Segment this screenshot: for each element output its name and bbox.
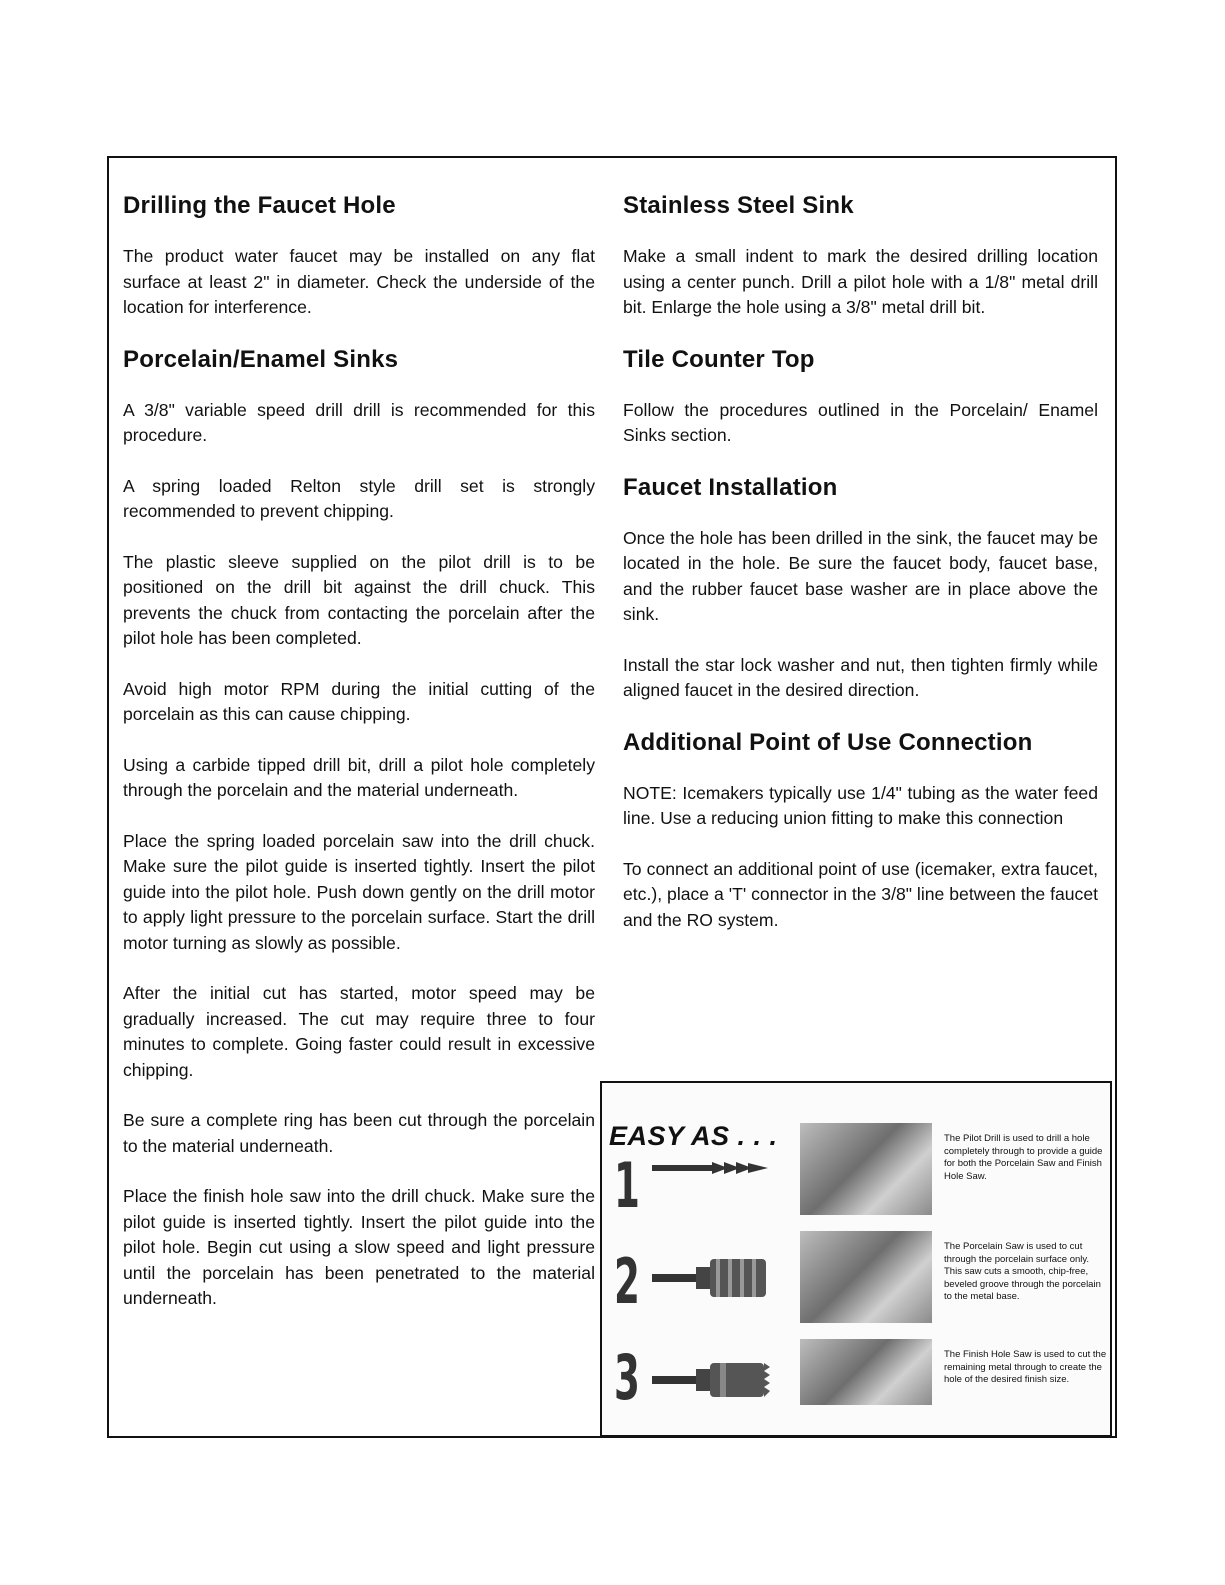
right-column xyxy=(623,192,1098,958)
easy-as-title: EASY AS . . . xyxy=(609,1121,778,1151)
paragraph: Follow the procedures outlined in the Porcelain/ Enamel Sinks section. xyxy=(623,399,1098,445)
pilot-drill-icon xyxy=(650,1153,770,1183)
left-column xyxy=(123,192,595,1337)
step-1 xyxy=(602,1123,1112,1223)
easy-as-figure xyxy=(600,1081,1112,1437)
paragraph: Avoid high motor RPM during the initial cutting of the porcelain as this can cause chipping. xyxy=(123,678,595,724)
step-caption: The Porcelain Saw is used to cut through the porcelain surface only. This saw cuts a smooth, chip-free, beveled groove through the porcelain to the metal base. xyxy=(944,1241,1101,1302)
finish-hole-saw-photo xyxy=(800,1339,932,1405)
finish-hole-saw-icon xyxy=(650,1355,780,1405)
heading-tile-counter-top: Tile Counter Top xyxy=(623,345,815,373)
paragraph: Place the spring loaded porcelain saw into the drill chuck. Make sure the pilot guide is inserted tightly. Insert the pilot guide into the pilot hole. Push down gently on the drill motor to apply light pressure to the porcelain surface. Start the drill motor turning as slowly as possible. xyxy=(123,830,595,953)
porcelain-saw-photo xyxy=(800,1231,932,1323)
paragraph: The product water faucet may be installed on any flat surface at least 2" in diameter. Check the underside of the location for interference. xyxy=(123,246,595,317)
heading-stainless-steel-sink: Stainless Steel Sink xyxy=(623,192,854,219)
step-caption: The Pilot Drill is used to drill a hole completely through to provide a guide for both the Porcelain Saw and Finish Hole Saw. xyxy=(944,1133,1103,1182)
paragraph: NOTE: Icemakers typically use 1/4" tubing as the water feed line. Use a reducing union fitting to make this connection xyxy=(623,782,1098,828)
step-number: 1 xyxy=(614,1149,640,1222)
step-3 xyxy=(602,1339,1112,1439)
paragraph: Place the finish hole saw into the drill chuck. Make sure the pilot guide is inserted tightly. Insert the pilot guide into the pilot hole. Begin cut using a slow speed and light pressure until the porcelain has been penetrated to the material underneath. xyxy=(123,1186,595,1308)
heading-additional-point-of-use: Additional Point of Use Connection xyxy=(623,728,1033,756)
step-2 xyxy=(602,1231,1112,1331)
paragraph: After the initial cut has started, motor speed may be gradually increased. The cut may require three to four minutes to complete. Going faster could result in excessive chipping. xyxy=(123,983,595,1080)
heading-porcelain-enamel-sinks: Porcelain/Enamel Sinks xyxy=(123,345,399,373)
step-caption: The Finish Hole Saw is used to cut the remaining metal through to create the hole of the desired finish size. xyxy=(944,1349,1107,1385)
paragraph: Make a small indent to mark the desired drilling location using a center punch. Drill a pilot hole with a 1/8" metal drill bit. Enlarge the hole using a 3/8" metal drill bit. xyxy=(623,246,1098,317)
paragraph: To connect an additional point of use (icemaker, extra faucet, etc.), place a 'T' connector in the 3/8" line between the faucet and the RO system. xyxy=(623,858,1098,930)
porcelain-saw-icon xyxy=(650,1253,780,1303)
heading-drilling-faucet-hole: Drilling the Faucet Hole xyxy=(123,192,396,219)
step-number: 3 xyxy=(614,1341,640,1414)
paragraph: Be sure a complete ring has been cut through the porcelain to the material underneath. xyxy=(123,1110,595,1156)
heading-faucet-installation: Faucet Installation xyxy=(623,473,838,501)
paragraph: Once the hole has been drilled in the sink, the faucet may be located in the hole. Be sure the faucet body, faucet base, and the rubber faucet base washer are in place above the sink. xyxy=(623,527,1098,624)
paragraph: A spring loaded Relton style drill set is strongly recommended to prevent chipping. xyxy=(123,475,595,521)
paragraph: Install the star lock washer and nut, then tighten firmly while aligned faucet in the desired direction. xyxy=(623,654,1098,700)
paragraph: The plastic sleeve supplied on the pilot drill is to be positioned on the drill bit against the drill chuck. This prevents the chuck from contacting the porcelain after the pilot hole has been completed. xyxy=(123,551,595,648)
step-number: 2 xyxy=(614,1245,640,1318)
pilot-drill-photo xyxy=(800,1123,932,1215)
paragraph: A 3/8" variable speed drill drill is recommended for this procedure. xyxy=(123,399,595,445)
instruction-panel xyxy=(107,156,1117,1438)
paragraph: Using a carbide tipped drill bit, drill a pilot hole completely through the porcelain and the material underneath. xyxy=(123,754,595,800)
